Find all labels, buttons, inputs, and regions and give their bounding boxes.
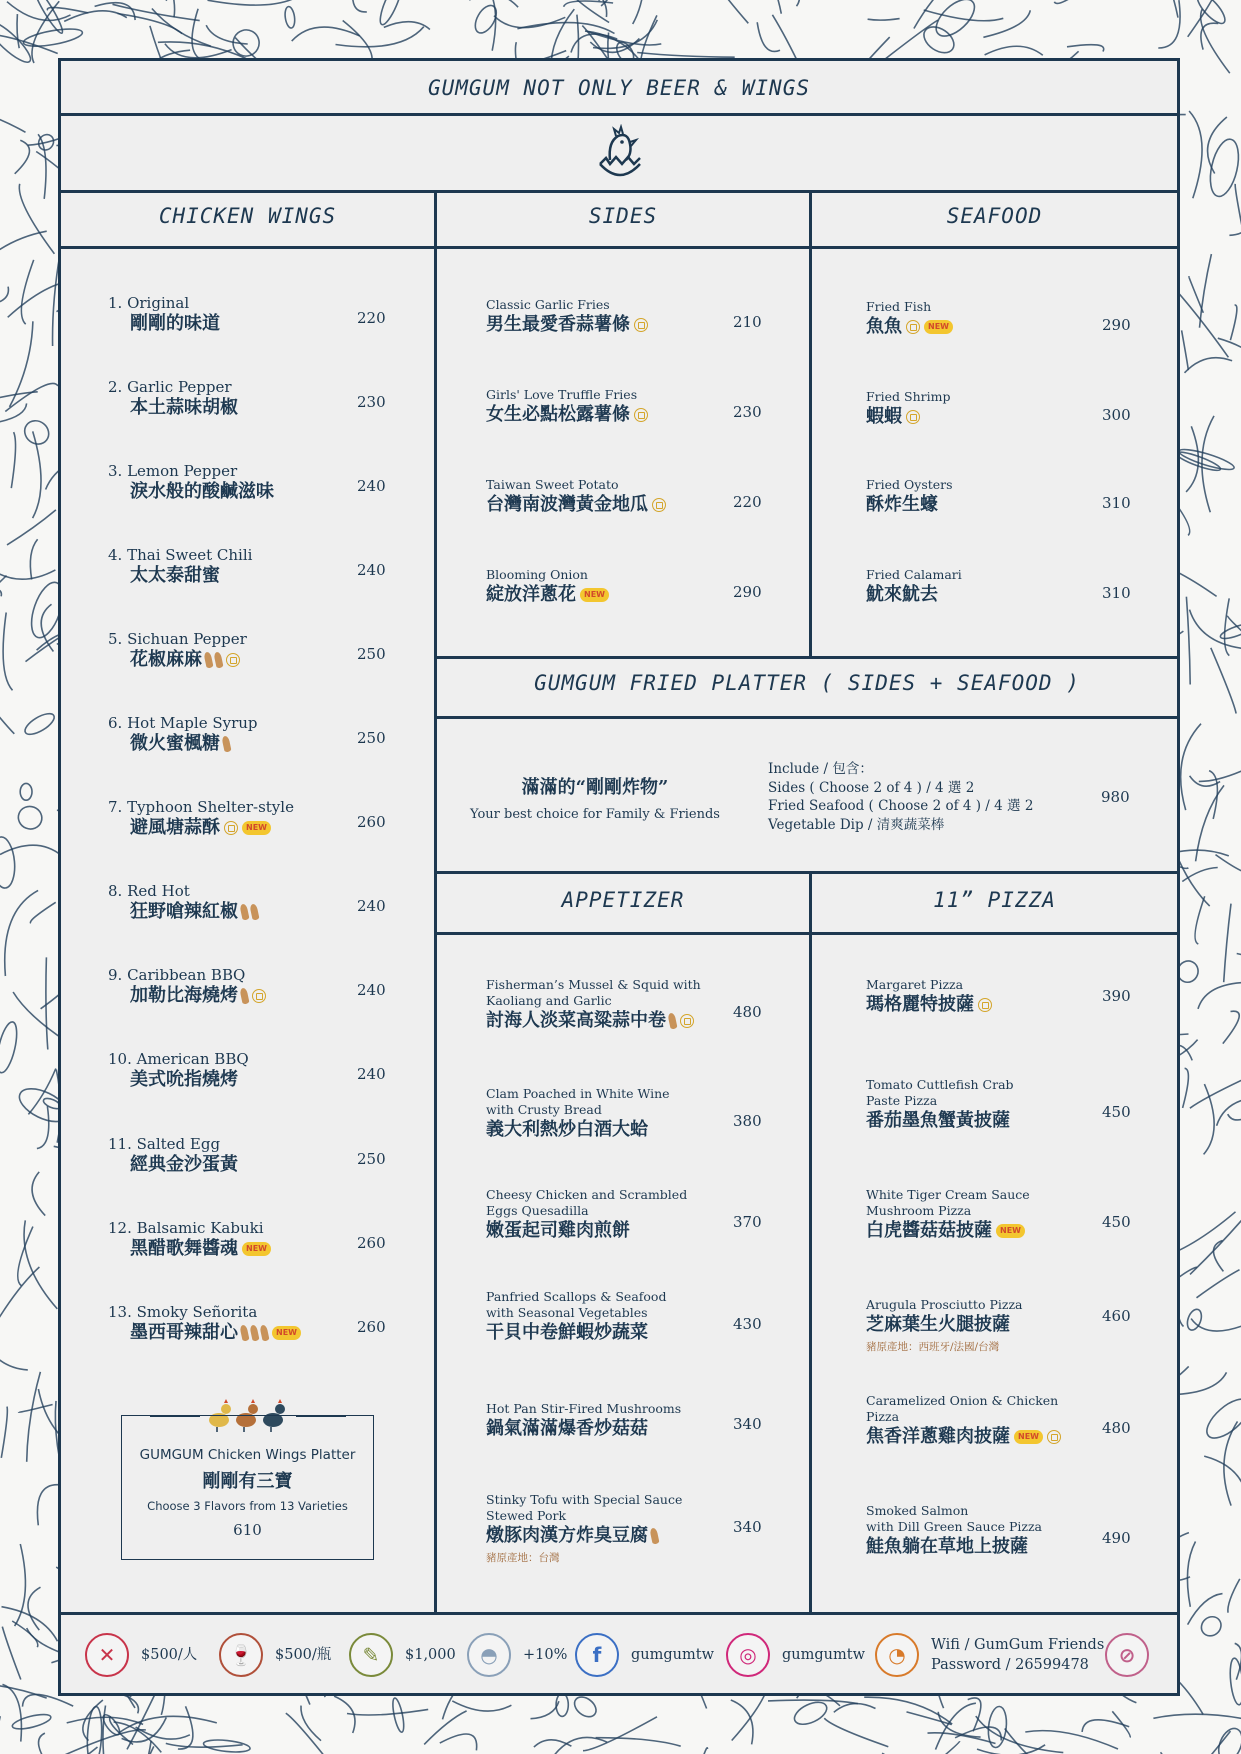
item-price: 300 [1102,406,1131,424]
item-name-en: Arugula Prosciutto Pizza [866,1297,1023,1312]
item-name-en: Girls' Love Truffle Fries [486,387,638,402]
service-bell-icon: ◓ [467,1633,511,1677]
menu-item [108,883,258,924]
item-name-en: Kaoliang and Garlic [486,993,612,1008]
item-name-zh [486,583,609,607]
menu-item [486,1086,670,1142]
menu-item [108,967,266,1008]
item-name-en: Eggs Quesadilla [486,1203,589,1218]
item-name-en: Stewed Pork [486,1508,567,1523]
item-name-zh-text: 酥炸生蠔 [866,494,938,515]
item-name-zh-text: 剛剛的味道 [130,313,220,334]
item-name-zh [866,993,992,1017]
recommended-thumb-icon [978,998,992,1012]
item-name-en: 4. Thai Sweet Chili [108,546,253,564]
footer-text: gumgumtw [631,1647,714,1663]
item-name-en: 9. Caribbean BBQ [108,966,246,984]
item-name-zh [866,583,962,607]
item-name-zh [486,1118,670,1142]
item-name-zh-text: 鍋氣滿滿爆香炒菇菇 [486,1418,648,1439]
menu-item [108,1136,238,1177]
item-name-zh [486,1524,682,1548]
menu-item [486,1289,666,1345]
new-badge: NEW [242,821,271,835]
menu-item [486,567,609,607]
fried-platter-subtitle: Your best choice for Family & Friends [470,807,720,822]
menu-item [486,297,648,337]
item-name-en: Margaret Pizza [866,977,964,992]
item-price: 460 [1102,1307,1131,1325]
menu-item [486,977,701,1033]
item-name-zh-text: 淚水般的酸鹹滋味 [130,481,274,502]
instagram-icon[interactable]: ◎ [726,1633,770,1677]
item-name-en: Classic Garlic Fries [486,297,610,312]
item-price: 220 [357,309,386,327]
item-name-en: Clam Poached in White Wine [486,1086,670,1101]
item-name-zh-text: 綻放洋蔥花 [486,584,576,605]
item-name-zh-text: 義大利熱炒白酒大蛤 [486,1119,648,1140]
item-name-zh [130,1153,238,1177]
wings-platter-zh: 剛剛有三寶 [202,1471,293,1492]
item-name-en: Stinky Tofu with Special Sauce [486,1492,683,1507]
item-name-en: 12. Balsamic Kabuki [108,1219,264,1237]
item-name-zh-text: 討海人淡菜高粱蒜中卷 [486,1010,666,1031]
item-name-zh [130,732,258,756]
footer-item [467,1629,567,1681]
recommended-thumb-icon [1047,1430,1061,1444]
menu-item [486,1401,681,1441]
item-name-zh-text: 美式吮指燒烤 [130,1069,238,1090]
pork-origin-note: 豬原產地：台灣 [486,1552,560,1564]
item-name-zh [130,1237,271,1261]
menu-item [866,567,962,607]
wings-platter-price: 610 [233,1521,262,1539]
recommended-thumb-icon [652,498,666,512]
item-name-zh-text: 燉豚肉漢方炸臭豆腐 [486,1525,648,1546]
bottle-glass-icon: 🍷 [219,1633,263,1677]
item-name-zh-text: 女生必點松露薯條 [486,404,630,425]
chili-icon [239,987,249,1004]
footer-text: Wifi / GumGum Friends Password / 26599478 [931,1637,1105,1673]
chili-icon [213,651,223,668]
item-name-zh [486,1219,687,1243]
footer-item [1105,1629,1149,1681]
item-price: 220 [733,493,762,511]
item-name-zh [130,1068,249,1092]
item-price: 480 [1102,1419,1131,1437]
footer-item [349,1629,456,1681]
item-name-zh [486,1009,701,1033]
wifi-icon: ◔ [875,1633,919,1677]
recommended-thumb-icon [226,653,240,667]
item-name-zh [486,1417,681,1441]
item-name-zh-text: 芝麻葉生火腿披薩 [866,1314,1010,1335]
footer-item [726,1629,865,1681]
item-name-zh-text: 本土蒜味胡椒 [130,397,238,418]
wings-platter-title: GUMGUM Chicken Wings Platter [139,1447,356,1463]
item-name-zh [130,312,220,336]
item-name-zh-text: 魷來魷去 [866,584,938,605]
menu-item [108,379,238,420]
item-name-zh-text: 墨西哥辣甜心 [130,1322,238,1343]
item-name-en: Fisherman’s Mussel & Squid with [486,977,701,992]
no-outside-food-icon: ⊘ [1105,1633,1149,1677]
item-price: 370 [733,1213,762,1231]
item-name-en: Panfried Scallops & Seafood [486,1289,667,1304]
item-name-en: 10. American BBQ [108,1050,249,1068]
menu-item [108,463,274,504]
item-name-en: 1. Original [108,294,190,312]
item-name-en: Mushroom Pizza [866,1203,972,1218]
section-title-wings: CHICKEN WINGS [158,204,337,228]
item-price: 480 [733,1003,762,1021]
item-name-en: 7. Typhoon Shelter-style [108,798,294,816]
menu-item [866,1393,1061,1449]
facebook-icon[interactable]: f [575,1633,619,1677]
item-name-en: with Seasonal Vegetables [486,1305,648,1320]
new-badge: NEW [924,320,953,334]
section-title-fried-platter: GUMGUM FRIED PLATTER ( SIDES + SEAFOOD ) [534,671,1080,695]
item-name-zh [130,900,258,924]
recommended-thumb-icon [680,1014,694,1028]
item-price: 290 [1102,316,1131,334]
item-price: 230 [733,403,762,421]
menu-item [866,389,950,429]
include-line: Vegetable Dip / 清爽蔬菜棒 [768,816,945,833]
item-name-zh [130,984,266,1008]
chili-icon [221,735,231,752]
footer-text: $500/瓶 [275,1647,332,1663]
menu-item [866,1503,1042,1559]
item-name-zh-text: 白虎醬菇菇披薩 [866,1220,992,1241]
footer-item [219,1629,331,1681]
menu-item [866,1187,1030,1243]
item-price: 240 [357,897,386,915]
item-name-en: Smoked Salmon [866,1503,969,1518]
item-name-zh [866,1425,1061,1449]
item-name-zh [486,313,648,337]
item-price: 250 [357,645,386,663]
item-name-en: Hot Pan Stir-Fired Mushrooms [486,1401,682,1416]
chili-icon [239,1324,249,1341]
include-line: Include / 包含： [768,761,873,777]
item-name-zh-text: 鮭魚躺在草地上披薩 [866,1536,1028,1557]
menu-item [486,1187,687,1243]
recommended-thumb-icon [224,821,238,835]
item-price: 240 [357,561,386,579]
item-name-zh-text: 黑醋歌舞醬魂 [130,1238,238,1259]
item-price: 450 [1102,1103,1131,1121]
item-name-en: 5. Sichuan Pepper [108,630,247,648]
item-price: 210 [733,313,762,331]
item-price: 390 [1102,987,1131,1005]
menu-item [108,1220,271,1261]
item-name-en: 6. Hot Maple Syrup [108,714,258,732]
chili-icon [667,1012,677,1029]
item-name-zh [130,480,274,504]
footer-item [575,1629,714,1681]
chili-icon [259,1324,269,1341]
item-name-zh [866,405,950,429]
item-price: 250 [357,729,386,747]
item-name-en: 13. Smoky Señorita [108,1303,258,1321]
fried-platter-tagline [465,773,725,822]
pork-origin-note: 豬原產地：西班牙/法國/台灣 [866,1341,1000,1353]
menu-item [108,799,294,840]
item-name-zh-text: 男生最愛香蒜薯條 [486,314,630,335]
item-name-en: Fried Fish [866,299,932,314]
menu-item [866,977,992,1017]
item-name-zh-text: 狂野嗆辣紅椒 [130,901,238,922]
item-name-en: with Dill Green Sauce Pizza [866,1519,1042,1534]
item-price: 380 [733,1112,762,1130]
item-name-zh [486,1321,666,1345]
chicken-hatching-icon [592,124,648,182]
item-name-zh-text: 避風塘蒜酥 [130,817,220,838]
item-price: 430 [733,1315,762,1333]
item-name-en: 11. Salted Egg [108,1135,221,1153]
item-name-zh-text: 焦香洋蔥雞肉披薩 [866,1426,1010,1447]
menu-item [866,299,953,339]
item-name-en: 8. Red Hot [108,882,190,900]
item-name-zh-text: 魚魚 [866,316,902,337]
item-name-zh-text: 微火蜜楓糖 [130,733,220,754]
item-price: 340 [733,1415,762,1433]
chili-icon [249,1324,259,1341]
chili-icon [239,903,249,920]
item-price: 230 [357,393,386,411]
item-price: 240 [357,1065,386,1083]
menu-item [866,1297,1022,1354]
include-line: Sides ( Choose 2 of 4 ) / 4 選 2 [768,779,975,796]
wings-platter-desc: Choose 3 Flavors from 13 Varieties [147,1499,348,1513]
fried-platter-price: 980 [1101,788,1130,806]
menu-item [108,1304,301,1345]
item-price: 450 [1102,1213,1131,1231]
item-name-zh [866,1535,1042,1559]
item-name-zh [866,1109,1014,1133]
item-name-zh-text: 台灣南波灣黃金地瓜 [486,494,648,515]
footer-text: gumgumtw [782,1647,865,1663]
item-name-zh [486,493,666,517]
new-badge: NEW [1014,1430,1043,1444]
restaurant-title: GUMGUM NOT ONLY BEER & WINGS [427,76,810,100]
new-badge: NEW [242,1242,271,1256]
item-name-zh [866,1313,1022,1337]
item-price: 340 [733,1518,762,1536]
menu-item [108,631,247,672]
item-name-en: Cheesy Chicken and Scrambled [486,1187,688,1202]
item-name-en: Taiwan Sweet Potato [486,477,619,492]
menu-item [486,477,666,517]
wings-platter-box [121,1415,374,1560]
new-badge: NEW [580,588,609,602]
include-line: Fried Seafood ( Choose 2 of 4 ) / 4 選 2 [768,798,1034,814]
item-name-zh-text: 干貝中卷鮮蝦炒蔬菜 [486,1322,648,1343]
item-name-zh [130,816,294,840]
item-name-zh [130,564,252,588]
section-title-appetizer: APPETIZER [561,888,685,912]
menu-item [866,477,953,517]
item-price: 310 [1102,494,1131,512]
item-name-zh [866,493,953,517]
item-name-zh-text: 經典金沙蛋黃 [130,1154,238,1175]
menu-item [486,387,648,427]
recommended-thumb-icon [634,318,648,332]
item-price: 240 [357,477,386,495]
fried-platter-name: 滿滿的“剛剛炸物” [521,777,669,798]
item-name-en: 3. Lemon Pepper [108,462,238,480]
item-name-zh-text: 瑪格麗特披薩 [866,994,974,1015]
item-name-zh-text: 花椒麻麻 [130,649,202,670]
chili-icon [203,651,213,668]
item-name-en: Fried Shrimp [866,389,951,404]
item-name-zh [130,396,238,420]
item-name-zh-text: 加勒比海燒烤 [130,985,238,1006]
new-badge: NEW [996,1224,1025,1238]
footer-text: $1,000 [405,1647,456,1663]
chili-icon [249,903,259,920]
section-title-pizza: 11” PIZZA [933,888,1056,912]
item-name-zh-text: 嫩蛋起司雞肉煎餅 [486,1220,630,1241]
new-badge: NEW [272,1326,301,1340]
menu-item [108,295,220,336]
item-name-en: Paste Pizza [866,1093,938,1108]
menu-item [108,547,252,588]
item-price: 290 [733,583,762,601]
item-name-zh-text: 蝦蝦 [866,406,902,427]
chili-icon [649,1527,659,1544]
item-price: 250 [357,1150,386,1168]
item-name-en: White Tiger Cream Sauce [866,1187,1030,1202]
menu-item [866,1077,1014,1133]
recommended-thumb-icon [634,408,648,422]
item-name-zh [486,403,648,427]
item-price: 260 [357,1318,386,1336]
item-name-zh [130,1321,301,1345]
item-name-zh [866,1219,1030,1243]
item-price: 490 [1102,1529,1131,1547]
footer-item [85,1629,197,1681]
item-name-en: 2. Garlic Pepper [108,378,232,396]
footer-text: +10% [523,1647,568,1663]
cleaning-icon: ✎ [349,1633,393,1677]
recommended-thumb-icon [906,320,920,334]
recommended-thumb-icon [906,410,920,424]
menu-item [486,1492,682,1565]
item-name-en: Blooming Onion [486,567,588,582]
menu-item [108,715,258,756]
item-name-en: Fried Oysters [866,477,953,492]
item-name-zh [866,315,953,339]
item-name-zh [130,648,247,672]
section-title-seafood: SEAFOOD [946,204,1043,228]
item-name-en: Caramelized Onion & Chicken [866,1393,1059,1408]
item-name-en: Tomato Cuttlefish Crab [866,1077,1014,1092]
item-price: 310 [1102,584,1131,602]
footer-text: $500/人 [141,1647,198,1663]
item-name-en: Fried Calamari [866,567,962,582]
footer-item [875,1629,1104,1681]
item-price: 260 [357,813,386,831]
section-title-sides: SIDES [588,204,658,228]
no-cutlery-icon: ✕ [85,1633,129,1677]
item-name-en: with Crusty Bread [486,1102,602,1117]
item-price: 240 [357,981,386,999]
recommended-thumb-icon [252,989,266,1003]
item-name-zh-text: 番茄墨魚蟹黃披薩 [866,1110,1010,1131]
item-price: 260 [357,1234,386,1252]
menu-item [108,1051,249,1092]
item-name-zh-text: 太太泰甜蜜 [130,565,220,586]
item-name-en: Pizza [866,1409,900,1424]
fried-platter-includes [768,760,1033,834]
